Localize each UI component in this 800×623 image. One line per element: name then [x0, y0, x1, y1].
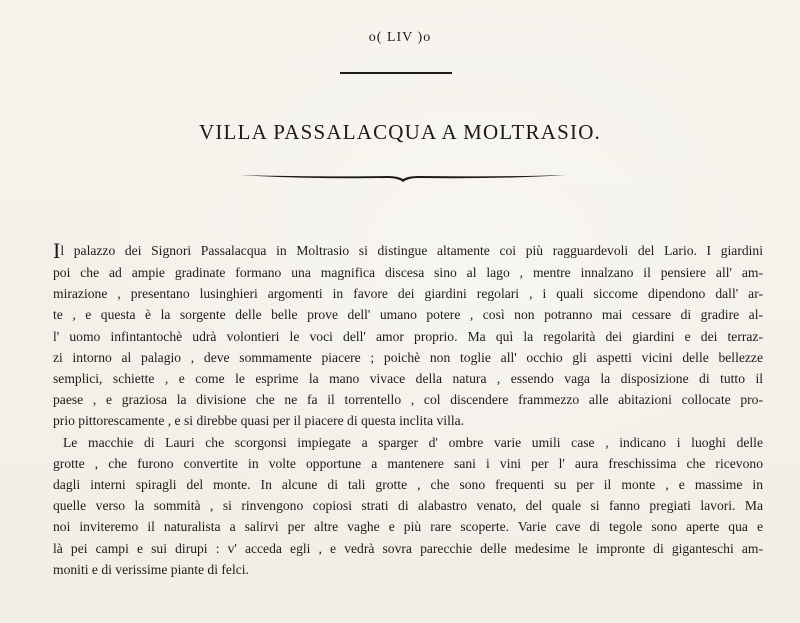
text-line: mirazione , presentano lusinghieri argomenti in favore dei giardini regolari , i quali siccome dipendono dall' ar- [53, 286, 763, 302]
text-line: te , e questa è la sorgente delle belle prove dell' umano potere , così non potranno mai cessare di gradire al- [53, 307, 763, 323]
article-body [53, 240, 763, 580]
text-line: semplici, schiette , e come le esprime la mano vivace della natura , essendo vaga la disposizione di tutto il [53, 371, 763, 387]
text-line: Le macchie di Lauri che scorgonsi impiegate a sparger d' ombre varie umili case , indicano i luoghi delle [63, 434, 763, 450]
text-line [53, 240, 763, 262]
text-line: prio pittorescamente , e si direbbe quasi per il piacere di questa inclita villa. [53, 413, 465, 429]
paragraph-1 [53, 240, 763, 432]
text-line: grotte , che furono convertite in volte opportune a mantenere sani i vini per l' aura freschissima che ricevono [53, 455, 763, 471]
drop-cap: I [53, 238, 61, 263]
text-line: noi inviteremo il naturalista a salirvi per altre vaghe e più rare scoperte. Varie cave di tegole sono aperte qua e [53, 519, 763, 535]
paragraph-2 [53, 432, 763, 580]
text-line: poi che ad ampie gradinate formano una magnifica discesa sino al lago , mentre innalzano il pensiere all' am- [53, 265, 763, 280]
text-line: dagli interni spiragli del monte. In alcune di tali grotte , che sono frequenti su per il monte , e massime in [53, 477, 763, 493]
page-title: VILLA PASSALACQUA A MOLTRASIO. [198, 120, 602, 144]
text-line: paese , e graziosa la divisione che ne fa il torrentello , col discendere frammezzo alle abitazioni collocate pro- [53, 392, 763, 408]
text-line: l' uomo infintantochè udrà volontieri le voci dell' amor proprio. Ma quì la regolarità dei giardini e dei terraz- [53, 328, 763, 344]
text-line: zi intorno al palagio , deve sommamente piacere ; poichè non toglie all' occhio gli aspetti vicini delle bellezze [53, 349, 763, 365]
header-rule [340, 72, 452, 74]
text-line: quelle verso la sommità , si rinvengono copiosi strati di alabastro venato, del quale si fanno pregiati lavori. Ma [53, 498, 763, 514]
text-line: moniti e di verissime piante di felci. [53, 561, 249, 577]
ornamental-divider [238, 170, 568, 184]
text-line: là pei campi e sui dirupi : v' acceda egli , e vedrà sovra parecchie delle medesime le impronte di giganteschi am- [53, 540, 763, 556]
text-line-content: l palazzo dei Signori Passalacqua in Moltrasio si distingue altamente coi più ragguardevoli del Lario. I giardini [60, 243, 763, 258]
page-number: o( LIV )o [368, 30, 432, 45]
